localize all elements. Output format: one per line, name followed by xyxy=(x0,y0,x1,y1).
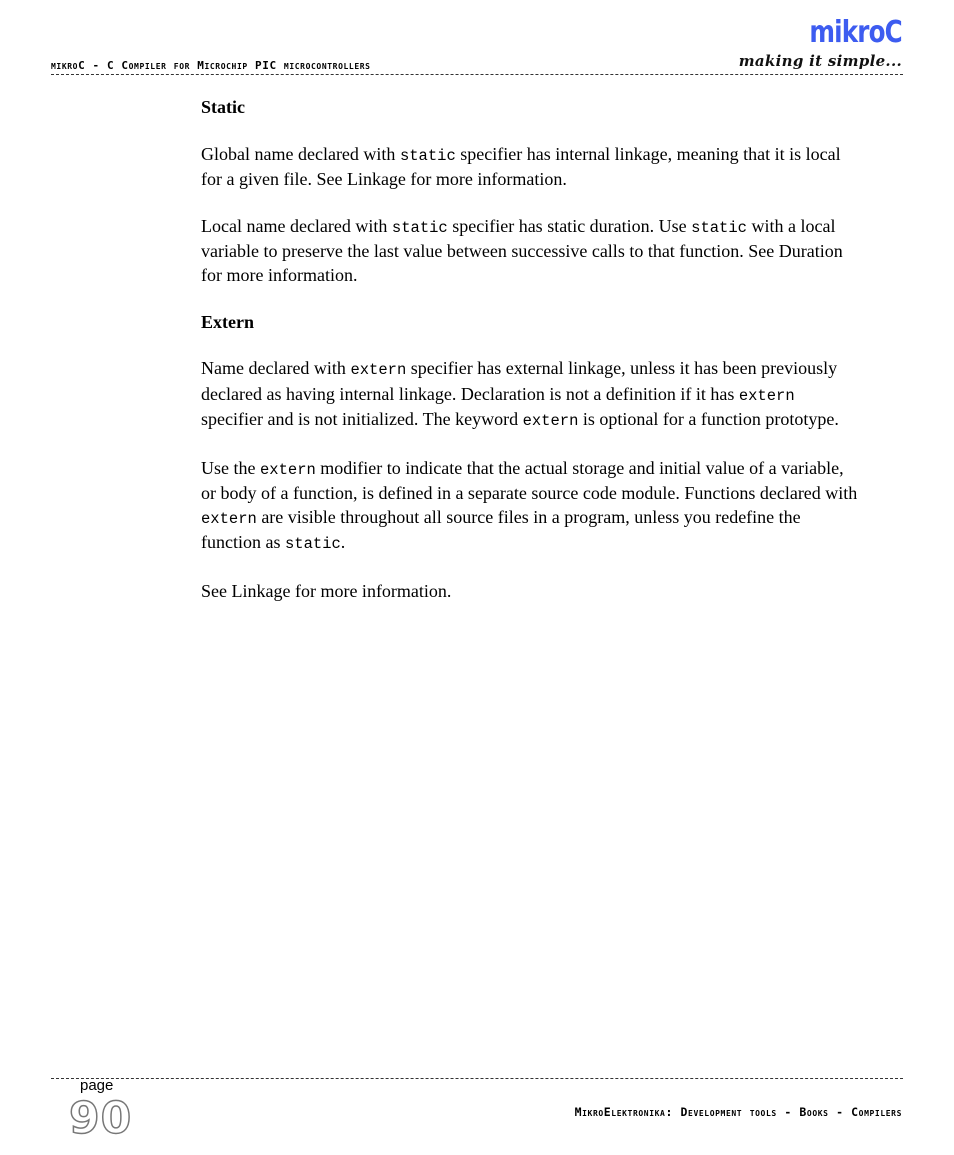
paragraph-see-linkage: See Linkage for more information. xyxy=(201,581,452,602)
paragraph-extern-modifier: Use the extern modifier to indicate that the actual storage and initial value of a variable, or body of a function, is defined in a separate source code module. Functions declared with extern are visible throughout all source files in a program, unless you redefine the function as static. xyxy=(201,458,858,554)
code-keyword: extern xyxy=(350,361,407,380)
code-keyword: static xyxy=(284,535,341,554)
page-number: 90 xyxy=(69,1093,133,1144)
footer-divider xyxy=(51,1078,903,1079)
heading-static: Static xyxy=(201,97,245,117)
paragraph-static-global: Global name declared with static specifier has internal linkage, meaning that it is local for a given file. See Linkage for more information. xyxy=(201,143,841,190)
code-keyword: extern xyxy=(522,412,579,431)
main-content xyxy=(201,96,861,627)
code-keyword: static xyxy=(391,219,448,237)
header-title: mikroC - C Compiler for Microchip PIC microcontrollers xyxy=(51,59,371,72)
code-keyword: static xyxy=(399,146,456,165)
code-keyword: extern xyxy=(201,509,257,528)
page-label: page xyxy=(80,1077,114,1094)
code-keyword: extern xyxy=(259,461,316,480)
code-keyword: extern xyxy=(738,386,795,405)
header-divider xyxy=(51,74,903,75)
paragraph-extern-linkage: Name declared with extern specifier has external linkage, unless it has been previously declared as having internal linkage. Declaration is not a definition if it has extern specifier and is not initialized. The keyword extern is optional for a function prototype. xyxy=(201,358,839,431)
footer-text: MikroElektronika: Development tools - Books - Compilers xyxy=(574,1105,902,1119)
brand-tagline: making it simple... xyxy=(738,52,902,70)
brand-logo: mikroC xyxy=(809,15,902,50)
heading-extern: Extern xyxy=(201,311,254,332)
paragraph-static-local: Local name declared with static specifier has static duration. Use static with a local variable to preserve the last value between successive calls to that function. See Duration for more information. xyxy=(201,216,843,285)
code-keyword: static xyxy=(691,219,747,237)
